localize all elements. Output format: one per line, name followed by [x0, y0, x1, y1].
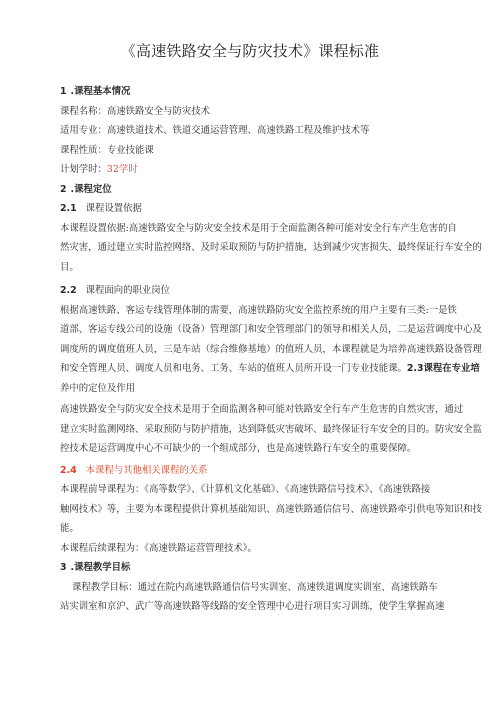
- paragraph-line: 本课程设置依据:高速铁路安全与防灾安全技术是用于全面监测各种可能对安全行车产生危害的自: [60, 222, 457, 234]
- paragraph-line: 建立实时监测网络、采取预防与防护措施，达到降低灾害破坏、最终保证行车安全的目的。防灾安全监: [60, 423, 482, 435]
- paragraph-line: 道部、客运专线公司的设施（设备）管理部门和安全管理部门的领导和相关人员，二是运营调度中心及: [60, 324, 482, 335]
- section-heading-1: [60, 82, 448, 102]
- subsection-number: 2.2: [60, 285, 77, 296]
- subsection-number: 2.4: [60, 464, 77, 476]
- section-number: 3: [60, 562, 67, 573]
- hours-label: 计划学时：: [60, 164, 107, 175]
- paragraph-line: 能。: [60, 523, 79, 534]
- paragraph-line: 本课程后续课程为：《高速铁路运营管理技术》。: [60, 542, 257, 554]
- subsection-heading-2-4: [60, 461, 448, 481]
- paragraph-line: 高速铁路安全与防灾安全技术是用于全面监测各种可能对铁路安全行车产生危害的自然灾害，通过: [60, 404, 464, 415]
- paragraph-text: 和安全管理人员、调度人员和电务、工务、车站的值班人员所开设一门专业技能课。: [60, 363, 407, 374]
- planned-hours: [60, 160, 448, 180]
- subsection-number: 2.1: [60, 203, 77, 214]
- paragraph-line: 然灾害，通过建立实时监控网络、及时采取预防与防护措施，达到减少灾害损失、最终保证行车安全的: [60, 242, 482, 253]
- paragraph-line: 根据高速铁路、客运专线管理体制的需要，高速铁路防灾安全监控系统的用户主要有三类:一是铁: [60, 304, 457, 316]
- paragraph-line: 调度所的调度值班人员，三是车站（综合维修基地）的值班人员，本课程就是为培养高速铁路设备管理: [60, 343, 482, 355]
- subsection-heading-2-3-tail: 养中的定位及作用: [60, 382, 136, 394]
- applicable-major: 适用专业：高速铁道技术、铁道交通运营管理、高速铁路工程及维护技术等: [60, 125, 370, 136]
- paragraph-line: 本课程前导课程为：《高等数学》、《计算机文化基础》、《高速铁路信号技术》、《高速铁路接: [60, 484, 431, 495]
- subsection-heading-2-1: [60, 199, 448, 219]
- document-body: [60, 82, 482, 617]
- paragraph-line: [60, 359, 480, 379]
- subsection-heading-2-2: [60, 281, 448, 301]
- section-number: 2: [60, 183, 67, 195]
- course-name: 课程名称：高速铁路安全与防灾技术: [60, 105, 211, 117]
- paragraph-line: 控技术是运营调度中心不可缺少的一个组成部分，也是高速铁路行车安全的重要保障。: [60, 443, 417, 454]
- section-label: .课程基本情况: [70, 86, 131, 97]
- paragraph-line: 触网技术》等，主要为本课程提供计算机基础知识、高速铁路通信信号、高速铁路牵引供电等知识和技: [60, 503, 482, 515]
- paragraph-line: 课程教学目标：通过在院内高速铁路通信信号实训室、高速铁道调度实训室、高速铁路车: [72, 581, 438, 593]
- subsection-label: 本课程与其他相关课程的关系: [85, 464, 208, 476]
- paragraph-line: 目。: [60, 261, 79, 273]
- section-label: .课程教学目标: [70, 562, 131, 573]
- section-label: .课程定位: [70, 183, 112, 195]
- subsection-label: 课程设置依据: [85, 203, 142, 214]
- hours-value: 32学时: [106, 164, 138, 175]
- section-heading-3: [60, 558, 448, 578]
- course-nature: 课程性质：专业技能课: [60, 144, 154, 156]
- paragraph-line: 站实训室和京沪、武广等高速铁路等线路的安全管理中心进行项目实习训练，使学生掌握高速: [60, 601, 445, 612]
- subsection-heading-2-3-inline: 2.3课程在专业培: [406, 363, 480, 374]
- subsection-label: 课程面向的职业岗位: [85, 285, 170, 296]
- section-heading-2: [60, 180, 448, 200]
- section-number: 1: [60, 86, 67, 97]
- document-title: 《高速铁路安全与防灾技术》课程标准: [120, 42, 380, 60]
